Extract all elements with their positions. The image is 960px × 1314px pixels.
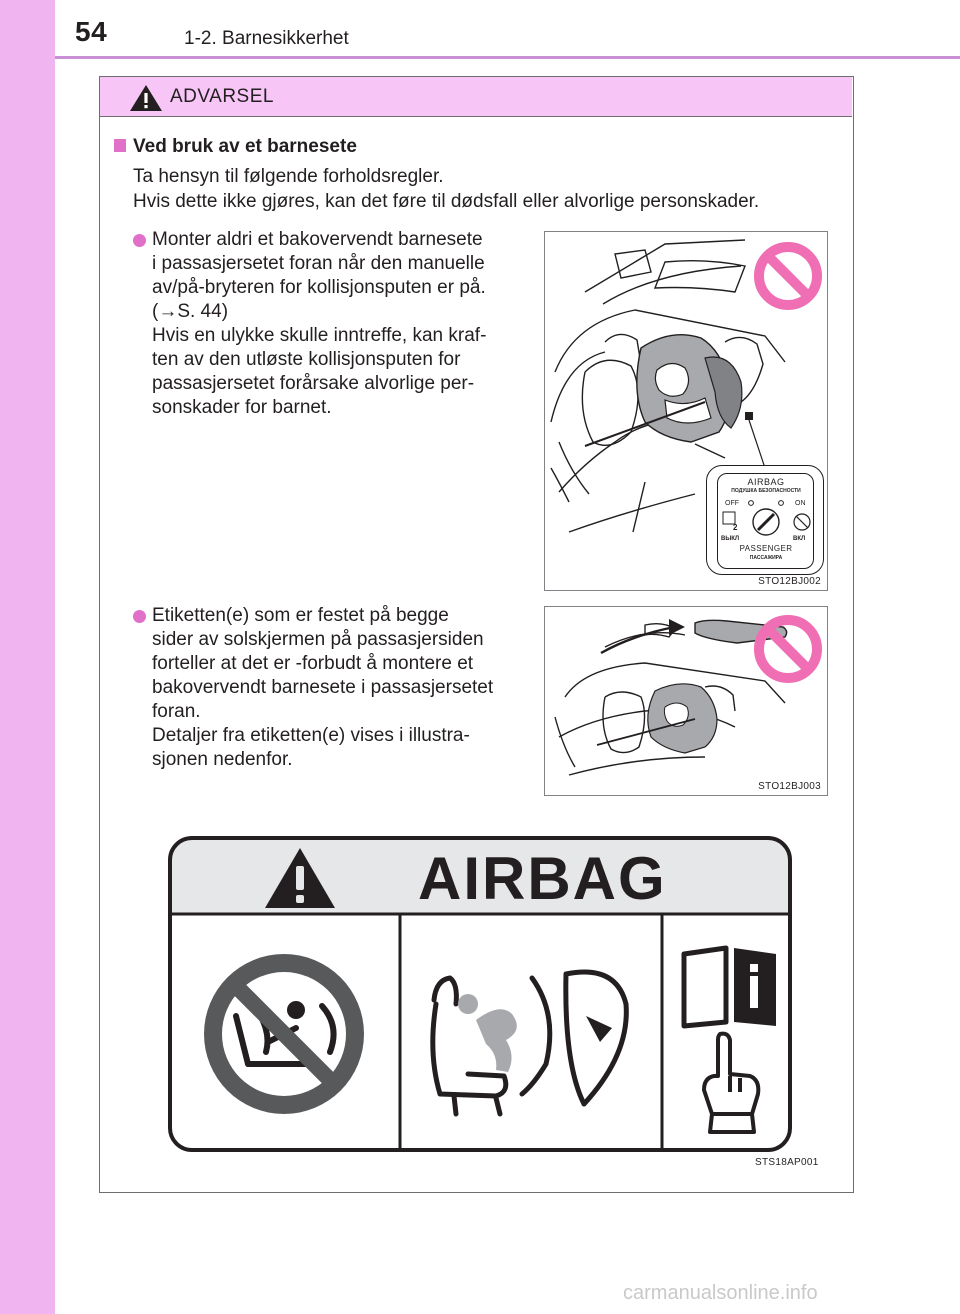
page-number: 54 (75, 16, 108, 47)
switch-top-label: AIRBAG (747, 477, 785, 487)
item-line: Hvis en ulykke skulle inntreffe, kan kraf- (152, 325, 487, 346)
figure-code: STO12BJ002 (758, 576, 821, 587)
switch-on-label: ON (795, 500, 806, 507)
item-1-text (152, 228, 526, 420)
item-line: (→S. 44) (152, 301, 229, 322)
item-line: sjonen nedenfor. (152, 749, 293, 770)
section-bullet (114, 139, 126, 152)
figure-passenger-airbag-switch (544, 231, 828, 591)
item-bullet (133, 610, 146, 623)
pointing-hand-icon (692, 1030, 772, 1140)
section-title: 1-2. Barnesikkerhet (184, 28, 349, 49)
switch-bottom-label-ru: ПАССАЖИРА (749, 555, 783, 561)
prohibited-icon (752, 240, 824, 312)
label-figure-code: STS18AP001 (755, 1157, 819, 1168)
item-line: i passasjersetet foran når den manuelle (152, 253, 485, 274)
rear-facing-child-seat (585, 335, 742, 446)
item-line: foran. (152, 701, 201, 722)
prohibited-icon (752, 613, 824, 685)
warning-label: ADVARSEL (170, 86, 274, 107)
item-bullet (133, 234, 146, 247)
switch-off-label: OFF (725, 500, 739, 507)
switch-off-label-ru: ВЫКЛ (721, 536, 740, 542)
manual-info-icon (674, 934, 786, 1038)
warning-header (100, 77, 852, 117)
no-child-seat-icon (196, 946, 372, 1122)
warning-intro (133, 164, 843, 214)
airbag-warning-label (168, 836, 792, 1152)
intro-line: Ta hensyn til følgende forholdsregler. (133, 166, 444, 187)
switch-top-label-ru: ПОДУШКА БЕЗОПАСНОСТИ (731, 488, 801, 494)
item-line: av/på-bryteren for kollisjonsputen er på. (152, 277, 486, 298)
switch-bottom-label: PASSENGER (739, 544, 793, 553)
svg-text:2: 2 (733, 523, 738, 532)
seat-airbag-deploy-icon (416, 944, 652, 1124)
item-line: Detaljer fra etiketten(e) vises i illustra- (152, 725, 470, 746)
figure-sun-visor-label (544, 606, 828, 796)
warning-subtitle: Ved bruk av et barnesete (133, 136, 357, 157)
warning-triangle-icon (129, 84, 163, 112)
item-line: sider av solskjermen på passasjersiden (152, 629, 484, 650)
item-line: passasjersetet forårsake alvorlige per- (152, 373, 475, 394)
item-line: forteller at det er -forbudt å montere et (152, 653, 474, 674)
item-line: sonskader for barnet. (152, 397, 332, 418)
watermark: carmanualsonline.info (623, 1282, 818, 1304)
figure-code: STO12BJ003 (758, 781, 821, 792)
item-line: Etiketten(e) som er festet på begge (152, 605, 449, 626)
airbag-title: AIRBAG (418, 845, 667, 912)
item-2-text (152, 604, 526, 772)
header-rule (55, 56, 960, 59)
item-line: ten av den utløste kollisjonsputen for (152, 349, 461, 370)
airbag-switch-panel (706, 465, 824, 575)
item-line: Monter aldri et bakovervendt barnesete (152, 229, 483, 250)
warning-triangle-icon (263, 846, 337, 910)
switch-on-label-ru: ВКЛ (793, 536, 806, 542)
side-tab (0, 0, 55, 1314)
item-line: bakovervendt barnesete i passasjersetet (152, 677, 494, 698)
intro-line: Hvis dette ikke gjøres, kan det føre til dødsfall eller alvorlige personskader. (133, 191, 760, 212)
